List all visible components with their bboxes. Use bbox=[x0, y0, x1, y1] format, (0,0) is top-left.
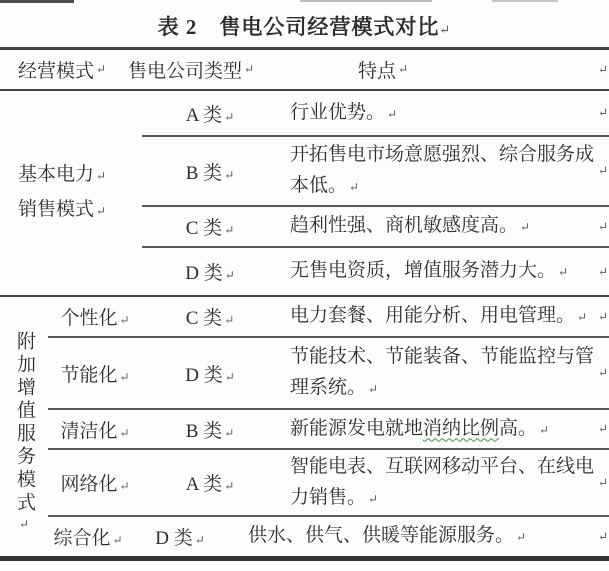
type-cell bbox=[142, 416, 278, 443]
feature-cell bbox=[278, 97, 609, 130]
cropped-content-fragment bbox=[492, 0, 558, 2]
paragraph-mark-icon: ↵ bbox=[224, 223, 235, 237]
feature-cell bbox=[278, 210, 609, 243]
section-value-added bbox=[0, 295, 609, 556]
paragraph-mark-icon: ↵ bbox=[224, 479, 235, 493]
subcategory-text: 网络化 bbox=[60, 474, 118, 495]
table-caption-text: 表 2 售电公司经营模式对比 bbox=[157, 15, 440, 39]
row-end-mark-icon: ↵ bbox=[597, 62, 608, 76]
paragraph-mark-icon: ↵ bbox=[119, 479, 130, 493]
header-label: 经营模式 bbox=[18, 61, 95, 82]
paragraph-mark-icon: ↵ bbox=[539, 422, 550, 437]
paragraph-mark-icon: ↵ bbox=[119, 425, 130, 440]
feature-text: 新能源发电就地 bbox=[290, 417, 424, 439]
table-row bbox=[48, 297, 609, 338]
subcategory-text: 节能化 bbox=[60, 364, 118, 386]
row-end-mark-icon: ↵ bbox=[597, 105, 608, 120]
type-text: B 类 bbox=[185, 420, 223, 442]
group-cell-basic-sales bbox=[0, 91, 142, 295]
table-row bbox=[48, 338, 609, 410]
paragraph-mark-icon: ↵ bbox=[558, 265, 569, 279]
paragraph-mark-icon: ↵ bbox=[194, 533, 205, 547]
type-cell bbox=[142, 469, 278, 496]
paragraph-mark-icon: ↵ bbox=[349, 180, 360, 194]
feature-text: 理系统。 bbox=[290, 377, 367, 398]
feature-cell bbox=[278, 300, 609, 333]
feature-text: 力销售。 bbox=[290, 486, 367, 508]
paragraph-mark-icon: ↵ bbox=[439, 22, 452, 37]
comparison-table bbox=[0, 47, 609, 561]
row-end-mark-icon: ↵ bbox=[597, 219, 608, 233]
paragraph-mark-icon: ↵ bbox=[368, 382, 379, 396]
type-text: C 类 bbox=[185, 218, 223, 239]
paragraph-mark-icon: ↵ bbox=[244, 62, 255, 76]
feature-cell bbox=[278, 451, 609, 515]
type-cell bbox=[142, 213, 278, 240]
type-text: A 类 bbox=[185, 474, 223, 495]
header-cell-mode bbox=[18, 50, 106, 89]
type-text: D 类 bbox=[155, 528, 193, 549]
paragraph-mark-icon: ↵ bbox=[398, 62, 409, 76]
paragraph-mark-icon: ↵ bbox=[516, 530, 527, 544]
feature-text: 行业优势。 bbox=[290, 101, 386, 123]
feature-cell bbox=[278, 139, 609, 203]
feature-text: 电力套餐、用能分析、用电管理。 bbox=[290, 305, 576, 326]
group-label-line bbox=[18, 193, 142, 228]
row-end-mark-icon: ↵ bbox=[597, 529, 608, 543]
section-basic-sales bbox=[0, 91, 609, 295]
feature-cell bbox=[278, 413, 609, 446]
paragraph-mark-icon: ↵ bbox=[387, 106, 398, 121]
paragraph-mark-icon: ↵ bbox=[112, 533, 123, 547]
paragraph-mark-icon: ↵ bbox=[119, 369, 130, 384]
row-end-mark-icon: ↵ bbox=[597, 163, 608, 178]
type-cell bbox=[142, 303, 278, 330]
subcategory-cell bbox=[48, 523, 142, 550]
header-label: 特点 bbox=[358, 61, 397, 82]
spellcheck-wavy-underline: 消纳比例 bbox=[423, 417, 500, 439]
row-end-mark-icon: ↵ bbox=[597, 421, 608, 436]
paragraph-mark-icon: ↵ bbox=[119, 313, 130, 327]
group-label-text: 基本电力 bbox=[18, 164, 95, 185]
group-label-line bbox=[18, 158, 142, 193]
feature-cell bbox=[248, 520, 609, 553]
subcategory-cell bbox=[48, 416, 142, 443]
group-cell-value-added bbox=[0, 297, 48, 556]
table-header-row bbox=[0, 50, 609, 91]
paragraph-mark-icon: ↵ bbox=[224, 313, 235, 327]
type-text: D 类 bbox=[185, 364, 223, 386]
row-end-mark-icon: ↵ bbox=[597, 309, 608, 323]
type-cell bbox=[142, 158, 278, 185]
table-row bbox=[142, 207, 609, 248]
paragraph-mark-icon: ↵ bbox=[224, 167, 235, 182]
cropped-content-fragment bbox=[300, 0, 432, 2]
paragraph-mark-icon: ↵ bbox=[224, 369, 235, 384]
subcategory-text: 个性化 bbox=[60, 308, 118, 329]
group-label-text: 销售模式 bbox=[18, 199, 95, 220]
paragraph-mark-icon: ↵ bbox=[368, 491, 379, 506]
paragraph-mark-icon: ↵ bbox=[224, 109, 235, 124]
header-cell-feature bbox=[358, 50, 408, 89]
paragraph-mark-icon: ↵ bbox=[96, 62, 107, 76]
type-cell bbox=[142, 258, 278, 285]
type-text: D 类 bbox=[185, 263, 223, 284]
feature-text: 开拓售电市场意愿强烈、综合服务成 bbox=[290, 144, 595, 165]
paragraph-mark-icon: ↵ bbox=[96, 204, 107, 218]
subcategory-cell bbox=[48, 469, 142, 496]
type-cell bbox=[142, 100, 278, 127]
subcategory-text: 综合化 bbox=[53, 528, 111, 549]
cropped-content-fragment bbox=[0, 0, 74, 3]
subcategory-text: 清洁化 bbox=[60, 420, 118, 442]
feature-text: 智能电表、互联网移动平台、在线电 bbox=[290, 455, 595, 477]
table-row bbox=[48, 517, 609, 556]
subcategory-cell bbox=[48, 303, 142, 330]
header-label: 售电公司类型 bbox=[128, 61, 243, 82]
row-end-mark-icon: ↵ bbox=[597, 264, 608, 278]
feature-cell bbox=[278, 255, 609, 288]
table-row bbox=[142, 248, 609, 295]
feature-text: 趋利性强、商机敏感度高。 bbox=[290, 215, 519, 236]
header-cell-type bbox=[128, 50, 254, 89]
paragraph-mark-icon: ↵ bbox=[577, 310, 588, 324]
table-row bbox=[142, 91, 609, 137]
paragraph-mark-icon: ↵ bbox=[520, 220, 531, 234]
subcategory-cell bbox=[48, 360, 142, 387]
table-caption bbox=[0, 10, 609, 47]
row-end-mark-icon: ↵ bbox=[597, 365, 608, 380]
feature-text: 节能技术、节能装备、节能监控与管 bbox=[290, 346, 595, 367]
feature-text: 供水、供气、供暖等能源服务。 bbox=[248, 525, 515, 546]
table-row bbox=[48, 410, 609, 450]
feature-cell bbox=[278, 341, 609, 405]
type-text: C 类 bbox=[185, 308, 223, 329]
type-text: B 类 bbox=[185, 162, 223, 184]
table-row bbox=[48, 450, 609, 517]
paragraph-mark-icon: ↵ bbox=[224, 425, 235, 440]
type-cell bbox=[142, 360, 278, 387]
group-label-vertical: 附加增值服务模式 bbox=[14, 331, 35, 515]
type-text: A 类 bbox=[185, 104, 223, 126]
paragraph-mark-icon: ↵ bbox=[18, 517, 30, 531]
feature-text: 无售电资质，增值服务潜力大。 bbox=[290, 260, 557, 281]
feature-text: 高。 bbox=[499, 417, 538, 439]
row-end-mark-icon: ↵ bbox=[597, 475, 608, 489]
paragraph-mark-icon: ↵ bbox=[224, 268, 235, 282]
paragraph-mark-icon: ↵ bbox=[96, 169, 107, 183]
feature-text: 本低。 bbox=[290, 175, 348, 196]
table-row bbox=[142, 137, 609, 207]
section-rows bbox=[48, 297, 609, 556]
section-rows bbox=[142, 91, 609, 295]
